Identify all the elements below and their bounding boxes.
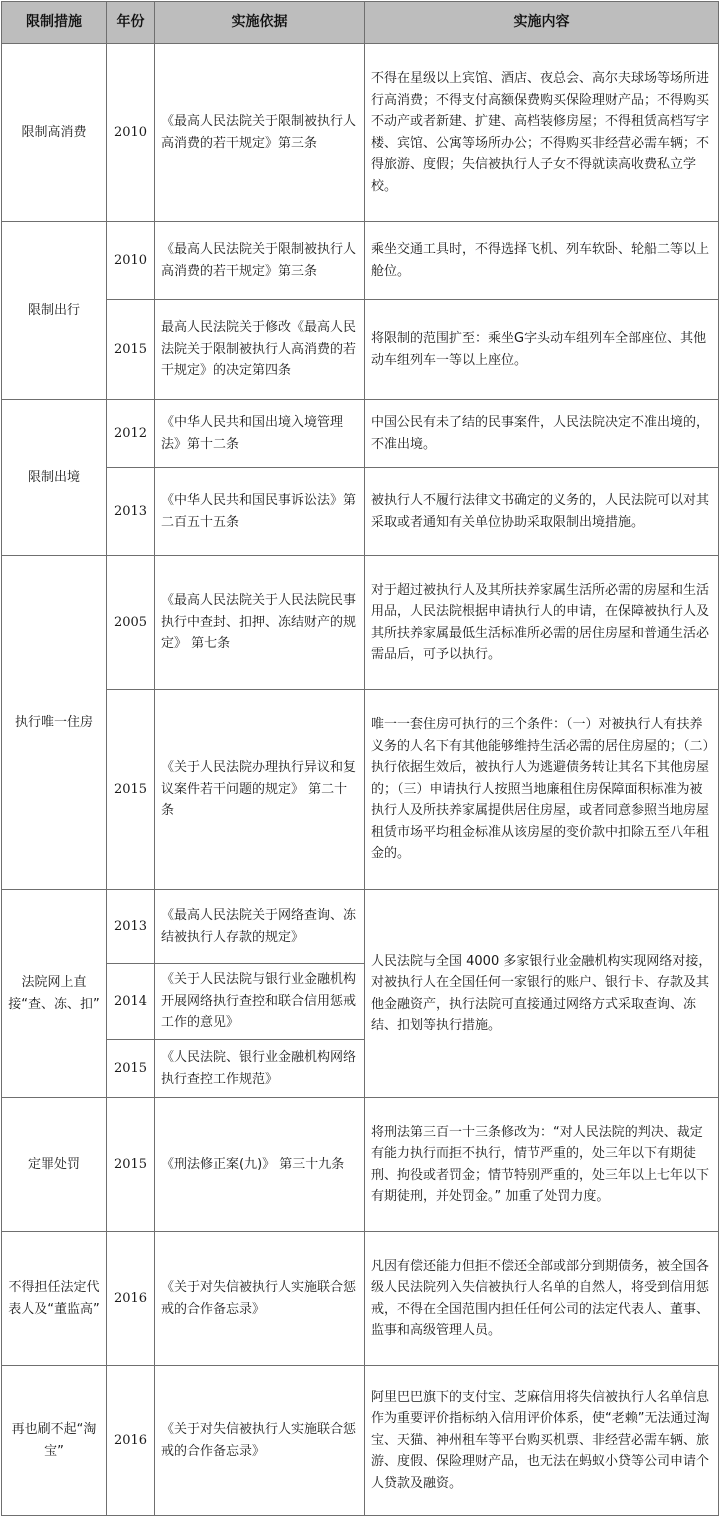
header-content: 实施内容: [365, 2, 719, 44]
table-row: [2, 44, 719, 222]
basis-cell: 《刑法修正案(九)》 第三十九条: [155, 1098, 365, 1232]
basis-cell: 《关于对失信被执行人实施联合惩戒的合作备忘录》: [155, 1366, 365, 1516]
table-row: [2, 1366, 719, 1516]
content-cell: 阿里巴巴旗下的支付宝、芝麻信用将失信被执行人名单信息作为重要评价指标纳入信用评价体系，使“老赖”无法通过淘宝、天猫、神州租车等平台购买机票、非经营必需车辆、旅游、度假、保险理财产品，也无法在蚂蚁小贷等公司申请个人贷款及融资。: [365, 1366, 719, 1516]
measure-cell: 限制出境: [2, 400, 107, 556]
basis-cell: 《最高人民法院关于人民法院民事执行中查封、扣押、冻结财产的规定》 第七条: [155, 556, 365, 690]
measure-cell: 法院网上直接“查、冻、扣”: [2, 890, 107, 1098]
table-row: [2, 556, 719, 690]
table-row: [2, 222, 719, 300]
year-cell: 2005: [107, 556, 155, 690]
header-row: [2, 2, 719, 44]
table-row: [2, 890, 719, 964]
basis-cell: 《关于人民法院与银行业金融机构开展网络执行查控和联合信用惩戒工作的意见》: [155, 964, 365, 1040]
table-row: [2, 400, 719, 468]
table-row: [2, 300, 719, 400]
basis-cell: 《关于对失信被执行人实施联合惩戒的合作备忘录》: [155, 1232, 365, 1366]
content-cell: 对于超过被执行人及其所扶养家属生活所必需的房屋和生活用品，人民法院根据申请执行人的申请，在保障被执行人及其所扶养家属最低生活标准所必需的居住房屋和普通生活必需品后，可予以执行。: [365, 556, 719, 690]
content-cell: 乘坐交通工具时，不得选择飞机、列车软卧、轮船二等以上舱位。: [365, 222, 719, 300]
year-cell: 2015: [107, 1040, 155, 1098]
basis-cell: 最高人民法院关于修改《最高人民法院关于限制被执行人高消费的若干规定》的决定第四条: [155, 300, 365, 400]
content-cell: 凡因有偿还能力但拒不偿还全部或部分到期债务，被全国各级人民法院列入失信被执行人名单的自然人，将受到信用惩戒，不得在全国范围内担任任何公司的法定代表人、董事、监事和高级管理人员。: [365, 1232, 719, 1366]
year-cell: 2015: [107, 690, 155, 890]
header-year: 年份: [107, 2, 155, 44]
basis-cell: 《最高人民法院关于网络查询、冻结被执行人存款的规定》: [155, 890, 365, 964]
policy-table: [1, 1, 719, 1516]
measure-cell: 定罪处罚: [2, 1098, 107, 1232]
year-cell: 2015: [107, 1098, 155, 1232]
basis-cell: 《最高人民法院关于限制被执行人高消费的若干规定》第三条: [155, 44, 365, 222]
year-cell: 2015: [107, 300, 155, 400]
year-cell: 2016: [107, 1366, 155, 1516]
content-cell: 不得在星级以上宾馆、酒店、夜总会、高尔夫球场等场所进行高消费；不得支付高额保费购买保险理财产品；不得购买不动产或者新建、扩建、高档装修房屋；不得租赁高档写字楼、宾馆、公寓等场所办公；不得购买非经营必需车辆；不得旅游、度假；失信被执行人子女不得就读高收费私立学校。: [365, 44, 719, 222]
content-cell: 人民法院与全国 4000 多家银行业金融机构实现网络对接，对被执行人在全国任何一家银行的账户、银行卡、存款及其他金融资产，执行法院可直接通过网络方式采取查询、冻结、扣划等执行措施。: [365, 890, 719, 1098]
basis-cell: 《最高人民法院关于限制被执行人高消费的若干规定》第三条: [155, 222, 365, 300]
basis-cell: 《中华人民共和国民事诉讼法》第二百五十五条: [155, 468, 365, 556]
measure-cell: 不得担任法定代表人及“董监高”: [2, 1232, 107, 1366]
content-cell: 唯一一套住房可执行的三个条件：（一）对被执行人有扶养义务的人名下有其他能够维持生活必需的居住房屋的；（二）执行依据生效后，被执行人为逃避债务转让其名下其他房屋的；（三）申请执行人按照当地廉租住房保障面积标准为被执行人及所扶养家属提供居住房屋，或者同意参照当地房屋租赁市场平均租金标准从该房屋的变价款中扣除五至八年租金的。: [365, 690, 719, 890]
measure-cell: 限制出行: [2, 222, 107, 400]
basis-cell: 《人民法院、银行业金融机构网络执行查控工作规范》: [155, 1040, 365, 1098]
year-cell: 2014: [107, 964, 155, 1040]
content-cell: 将刑法第三百一十三条修改为：“对人民法院的判决、裁定有能力执行而拒不执行，情节严重的，处三年以下有期徒刑、拘役或者罚金；情节特别严重的，处三年以上七年以下有期徒刑，并处罚金。” 加重了处罚力度。: [365, 1098, 719, 1232]
basis-cell: 《中华人民共和国出境入境管理法》第十二条: [155, 400, 365, 468]
year-cell: 2016: [107, 1232, 155, 1366]
table-row: [2, 690, 719, 890]
basis-cell: 《关于人民法院办理执行异议和复议案件若干问题的规定》 第二十条: [155, 690, 365, 890]
measure-cell: 限制高消费: [2, 44, 107, 222]
year-cell: 2012: [107, 400, 155, 468]
measure-cell: 执行唯一住房: [2, 556, 107, 890]
content-cell: 将限制的范围扩至：乘坐G字头动车组列车全部座位、其他动车组列车一等以上座位。: [365, 300, 719, 400]
year-cell: 2010: [107, 222, 155, 300]
table-row: [2, 1098, 719, 1232]
measure-cell: 再也刷不起“淘宝”: [2, 1366, 107, 1516]
header-basis: 实施依据: [155, 2, 365, 44]
table-row: [2, 468, 719, 556]
year-cell: 2013: [107, 468, 155, 556]
table-row: [2, 1232, 719, 1366]
content-cell: 被执行人不履行法律文书确定的义务的，人民法院可以对其采取或者通知有关单位协助采取限制出境措施。: [365, 468, 719, 556]
year-cell: 2010: [107, 44, 155, 222]
content-cell: 中国公民有未了结的民事案件，人民法院决定不准出境的，不准出境。: [365, 400, 719, 468]
year-cell: 2013: [107, 890, 155, 964]
header-measure: 限制措施: [2, 2, 107, 44]
